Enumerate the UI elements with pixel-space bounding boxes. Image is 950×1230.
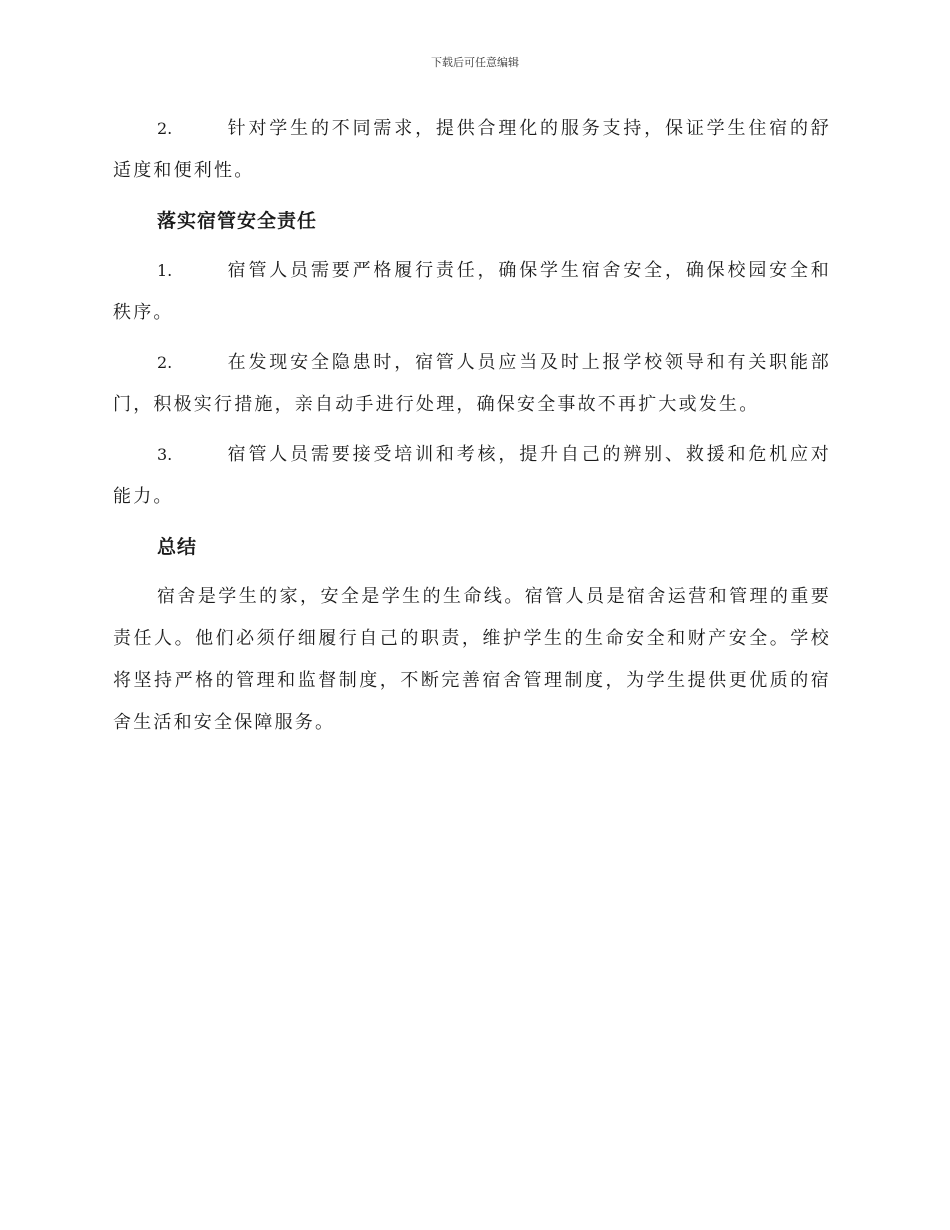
document-body (113, 108, 831, 744)
summary-paragraph: 宿舍是学生的家，安全是学生的生命线。宿管人员是宿舍运营和管理的重要责任人。他们必须仔细履行自己的职责，维护学生的生命安全和财产安全。学校将坚持严格的管理和监督制度，不断完善宿舍管理制度，为学生提供更优质的宿舍生活和安全保障服务。 (113, 586, 831, 733)
list-item (113, 250, 831, 334)
page-header: 下载后可任意编辑 (431, 56, 519, 69)
list-item-text: 宿管人员需要严格履行责任，确保学生宿舍安全，确保校园安全和秩序。 (113, 260, 831, 323)
section-heading-safety: 落实宿管安全责任 (157, 210, 318, 232)
list-item (113, 434, 831, 518)
list-item-text: 在发现安全隐患时，宿管人员应当及时上报学校领导和有关职能部门，积极实行措施，亲自动手进行处理，确保安全事故不再扩大或发生。 (113, 352, 831, 415)
list-item-number: 3. (157, 445, 173, 464)
list-item-number: 2. (157, 353, 173, 372)
list-item-number: 2. (157, 119, 173, 138)
list-item (113, 108, 831, 192)
list-item-text: 宿管人员需要接受培训和考核，提升自己的辨别、救援和危机应对能力。 (113, 444, 831, 507)
list-item (113, 342, 831, 426)
list-item-number: 1. (157, 261, 173, 280)
list-item-text: 针对学生的不同需求，提供合理化的服务支持，保证学生住宿的舒适度和便利性。 (113, 118, 831, 181)
section-heading-summary: 总结 (157, 536, 198, 558)
